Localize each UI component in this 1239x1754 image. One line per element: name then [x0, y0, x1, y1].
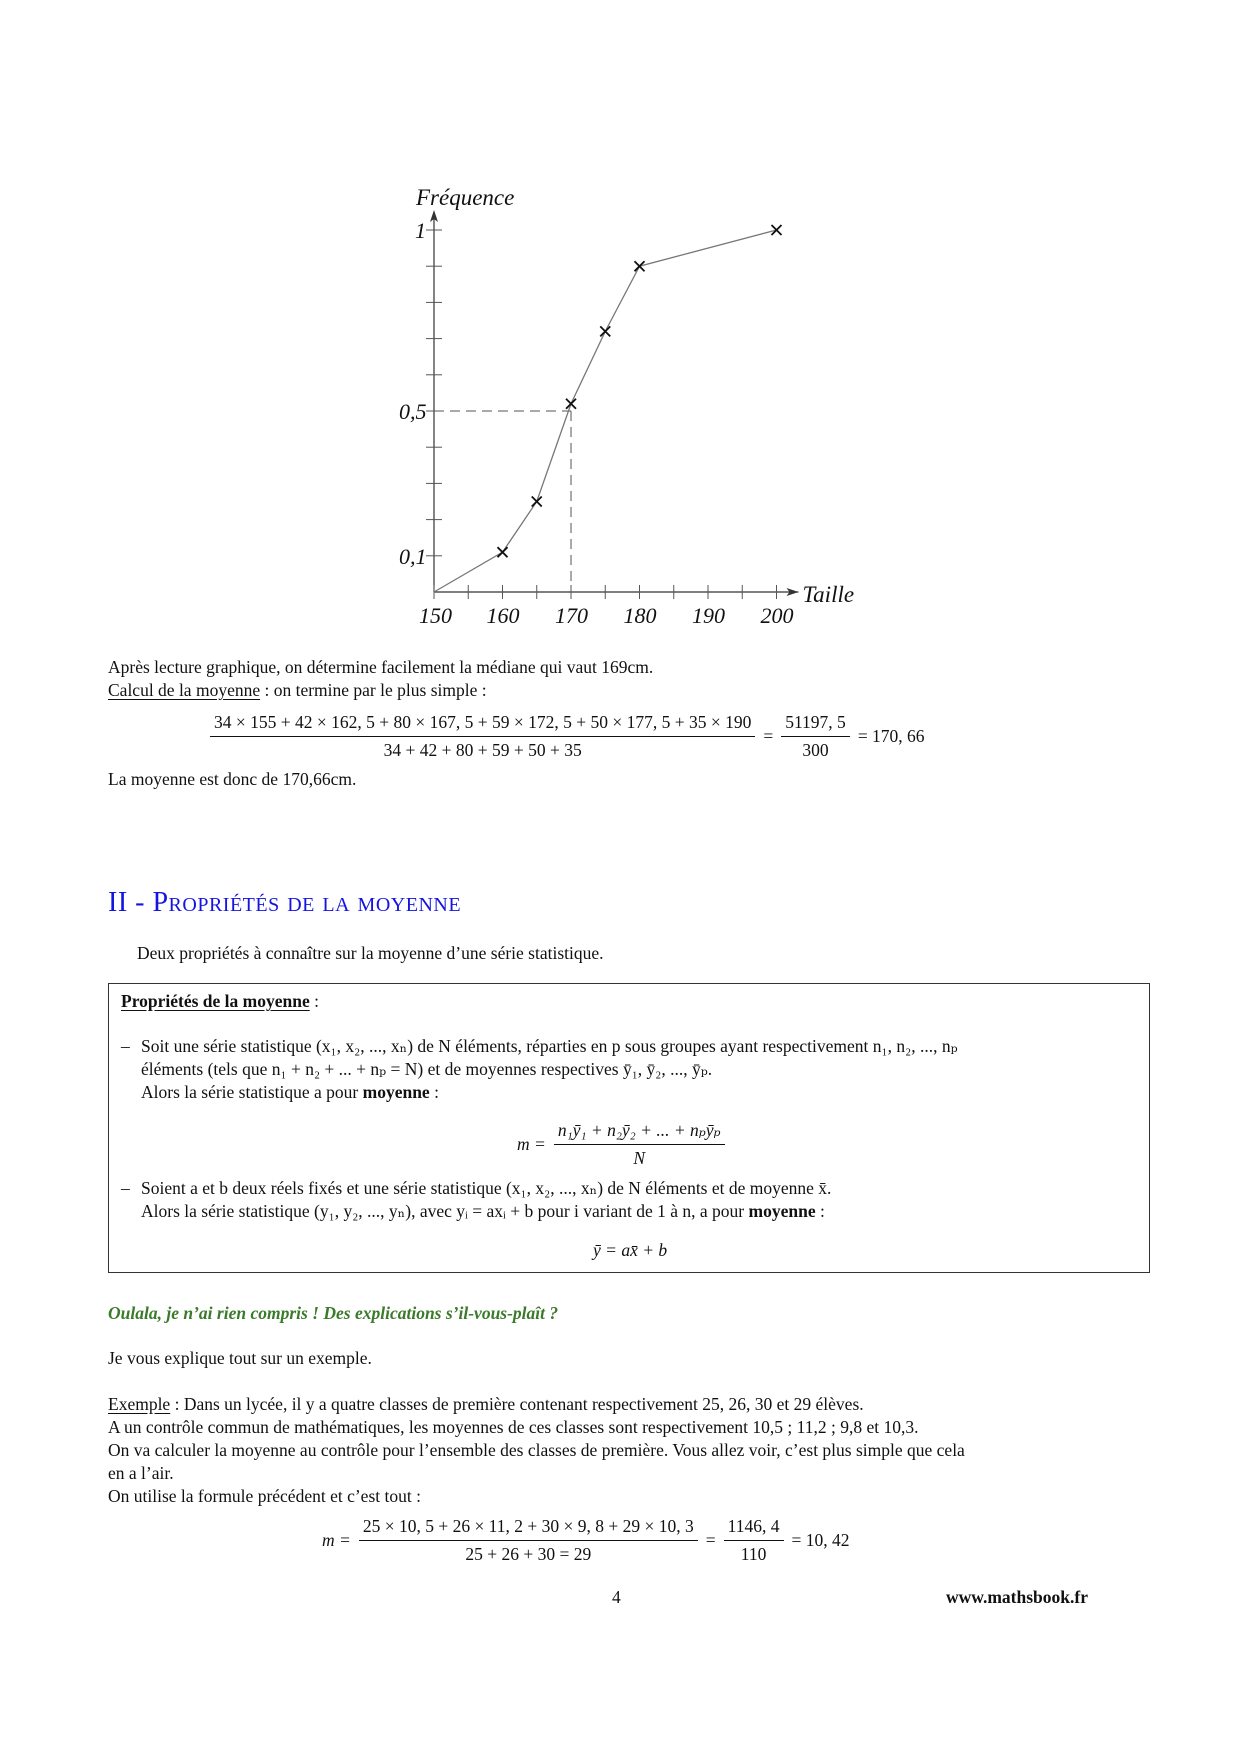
mean-numerator: 34 × 155 + 42 × 162, 5 + 80 × 167, 5 + 59 × 172, 5 + 50 × 177, 5 + 35 × 190	[210, 712, 755, 737]
example-result: = 10, 42	[791, 1530, 850, 1550]
box-title-colon: :	[309, 991, 319, 1011]
mean-fraction	[210, 712, 755, 761]
data-point-marker	[532, 497, 542, 507]
example-line-5: On utilise la formule précédent et c’est tout :	[108, 1486, 421, 1506]
example-line-4: en a l’air.	[108, 1463, 174, 1483]
section-number: II -	[108, 887, 153, 918]
mean-numerator-2: 51197, 5	[781, 712, 850, 737]
mean-fraction-2	[781, 712, 850, 761]
p1-formula-lhs: m =	[517, 1134, 546, 1154]
property-2-line2-a: Alors la série statistique (y₁, y₂, ..., yₙ), avec yᵢ = axᵢ + b pour i variant de 1 à n, a pour	[141, 1201, 749, 1221]
p1-formula-denominator: N	[633, 1148, 646, 1168]
example-formula	[322, 1516, 850, 1565]
calc-label: Calcul de la moyenne	[108, 680, 261, 700]
p1-formula-fraction	[554, 1120, 725, 1169]
property-1-line3-a: Alors la série statistique a pour	[141, 1082, 363, 1102]
y-tick-label: 0,5	[399, 399, 427, 424]
example-line-1-rest: : Dans un lycée, il y a quatre classes de première contenant respectivement 25, 26, 30 et 29 élèves.	[170, 1394, 864, 1414]
example-fraction	[359, 1516, 698, 1565]
property-1-line3-c: :	[429, 1082, 439, 1102]
data-point-marker	[772, 225, 782, 235]
site-url: www.mathsbook.fr	[946, 1587, 1088, 1607]
example-fraction-2	[724, 1516, 784, 1565]
example-denominator: 25 + 26 + 30 = 29	[465, 1544, 592, 1564]
example-denominator-2: 110	[740, 1544, 767, 1564]
property-2-line2	[141, 1200, 825, 1223]
calc-intro	[108, 679, 487, 702]
property-2-moyenne: moyenne	[748, 1201, 816, 1221]
property-1-line3	[141, 1081, 439, 1104]
box-title-line	[121, 990, 319, 1013]
x-tick-label: 150	[419, 603, 452, 628]
example-numerator: 25 × 10, 5 + 26 × 11, 2 + 30 × 9, 8 + 29 × 10, 3	[359, 1516, 698, 1541]
example-equals: =	[705, 1530, 716, 1550]
example-line-3: On va calculer la moyenne au contrôle pour l’ensemble des classes de première. Vous allez voir, c’est plus simple que cela	[108, 1440, 965, 1460]
x-tick-label: 170	[555, 603, 588, 628]
example-line-2: A un contrôle commun de mathématiques, les moyennes de ces classes sont respectivement 10,5 ; 11,2 ; 9,8 et 10,3.	[108, 1417, 919, 1437]
property-1-line2: éléments (tels que n₁ + n₂ + ... + nₚ = N) et de moyennes respectives ȳ₁, ȳ₂, ..., ȳₚ.	[141, 1059, 713, 1079]
y-tick-label: 1	[415, 218, 426, 243]
properties-box	[108, 983, 1150, 1273]
example-numerator-2: 1146, 4	[724, 1516, 784, 1541]
x-tick-label: 190	[692, 603, 725, 628]
box-title: Propriétés de la moyenne	[121, 991, 310, 1011]
example-line-1	[108, 1393, 864, 1416]
section-intro: Deux propriétés à connaître sur la moyenne d’une série statistique.	[137, 943, 604, 963]
x-tick-label: 160	[486, 603, 520, 628]
property-1-moyenne: moyenne	[362, 1082, 430, 1102]
example-label: Exemple	[108, 1394, 171, 1414]
property-1-dash: –	[121, 1036, 130, 1056]
section-title: Propriétés de la moyenne	[152, 887, 462, 918]
equals-sign: =	[763, 726, 774, 746]
oulala-question: Oulala, je n’ai rien compris ! Des explications s’il-vous-plaît ?	[108, 1303, 559, 1323]
mean-result: = 170, 66	[857, 726, 925, 746]
cumulative-frequency-chart	[380, 160, 860, 640]
mean-conclusion: La moyenne est donc de 170,66cm.	[108, 769, 357, 789]
data-point-marker	[566, 399, 576, 409]
median-reading-text: Après lecture graphique, on détermine facilement la médiane qui vaut 169cm.	[108, 657, 654, 677]
mean-formula	[210, 712, 925, 761]
property-2-line2-c: :	[815, 1201, 825, 1221]
property-2-line1: Soient a et b deux réels fixés et une série statistique (x₁, x₂, ..., xₙ) de N éléments et de moyenne x̄.	[141, 1178, 832, 1198]
data-point-marker	[635, 261, 645, 271]
explain-text: Je vous explique tout sur un exemple.	[108, 1348, 372, 1368]
page-number: 4	[612, 1587, 621, 1607]
example-formula-lhs: m =	[322, 1530, 351, 1550]
property-2-formula: ȳ = ax̄ + b	[593, 1240, 668, 1260]
y-axis-label: Fréquence	[416, 185, 515, 210]
x-tick-label: 180	[623, 603, 657, 628]
calc-rest: : on termine par le plus simple :	[260, 680, 487, 700]
p1-formula-numerator: n₁ȳ₁ + n₂ȳ₂ + ... + nₚȳₚ	[554, 1120, 725, 1145]
x-axis-label: Taille	[802, 582, 855, 607]
x-tick-label: 200	[760, 603, 794, 628]
property-1-line1: Soit une série statistique (x₁, x₂, ..., xₙ) de N éléments, réparties en p sous groupes ayant respectivement n₁, n₂, ..., nₚ	[141, 1036, 958, 1056]
data-point-marker	[600, 326, 610, 336]
mean-denominator: 34 + 42 + 80 + 59 + 50 + 35	[383, 740, 582, 760]
property-1-formula	[517, 1120, 725, 1169]
data-point-marker	[498, 547, 508, 557]
section-heading	[108, 887, 461, 919]
y-tick-label: 0,1	[399, 543, 427, 569]
mean-denominator-2: 300	[802, 740, 829, 760]
property-2-dash: –	[121, 1178, 130, 1198]
